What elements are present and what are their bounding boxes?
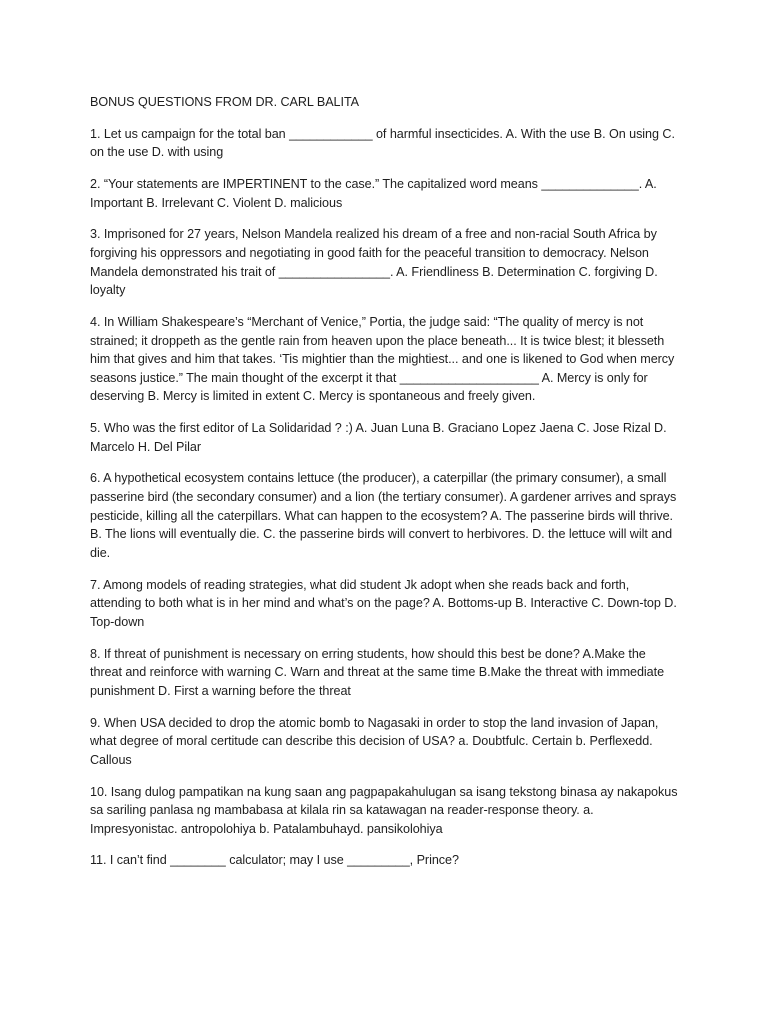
- document-body: [90, 93, 680, 883]
- question-9: 9. When USA decided to drop the atomic bomb to Nagasaki in order to stop the land invasion of Japan, what degree of moral certitude can describe this decision of USA? a. Doubtfulc. Certain b. Perflexedd. Callous: [90, 715, 659, 767]
- question-8: 8. If threat of punishment is necessary on erring students, how should this best be done? A.Make the threat and reinforce with warning C. Warn and threat at the same time B.Make the threat with immediate punishment D. First a warning before the threat: [90, 646, 665, 698]
- question-5: 5. Who was the first editor of La Solidaridad ? :) A. Juan Luna B. Graciano Lopez Jaena C. Jose Rizal D. Marcelo H. Del Pilar: [90, 421, 667, 454]
- question-3: 3. Imprisoned for 27 years, Nelson Mandela realized his dream of a free and non-racial South Africa by forgiving his oppressors and negotiating in good faith for the peaceful transition to democracy. Nelson Mandela demonstrated his trait of ________________. A. Friendliness B. Determination C. forgiving D. loyalty: [90, 227, 658, 298]
- question-4: 4. In William Shakespeare’s “Merchant of Venice,” Portia, the judge said: “The quality of mercy is not strained; it droppeth as the gentle rain from heaven upon the place beneath... It is twice blest; it blesseth him that gives and him that takes. ‘Tis mightier than the mightiest... and one is likened to God when mercy seasons justice.” The main thought of the excerpt it that ____________________ A. Mercy is only for deserving B. Mercy is limited in extent C. Mercy is spontaneous and freely given.: [90, 314, 675, 404]
- document-title: BONUS QUESTIONS FROM DR. CARL BALITA: [90, 95, 360, 109]
- question-10: 10. Isang dulog pampatikan na kung saan ang pagpapakahulugan sa isang tekstong binasa ay nakapokus sa sariling panlasa ng mambabasa at kilala rin sa katawagan na reader-response theory. a. Impresyonistac. antropolohiya b. Patalambuhayd. pansikolohiya: [90, 784, 678, 836]
- question-11: 11. I can’t find ________ calculator; may I use _________, Prince?: [90, 853, 459, 868]
- question-1: 1. Let us campaign for the total ban ____________ of harmful insecticides. A. With the use B. On using C. on the use D. with using: [90, 126, 675, 160]
- question-6: 6. A hypothetical ecosystem contains lettuce (the producer), a caterpillar (the primary consumer), a small passerine bird (the secondary consumer) and a lion (the tertiary consumer). A gardener arrives and sprays pesticide, killing all the caterpillars. What can happen to the ecosystem? A. The passerine birds will thrive. B. The lions will eventually die. C. the passerine birds will convert to herbivores. D. the lettuce will wilt and die.: [90, 471, 677, 560]
- question-7: 7. Among models of reading strategies, what did student Jk adopt when she reads back and forth, attending to both what is in her mind and what’s on the page? A. Bottoms-up B. Interactive C. Down-top D. Top-down: [90, 577, 677, 629]
- question-2: 2. “Your statements are IMPERTINENT to the case.” The capitalized word means ______________. A. Important B. Irrelevant C. Violent D. malicious: [90, 176, 657, 210]
